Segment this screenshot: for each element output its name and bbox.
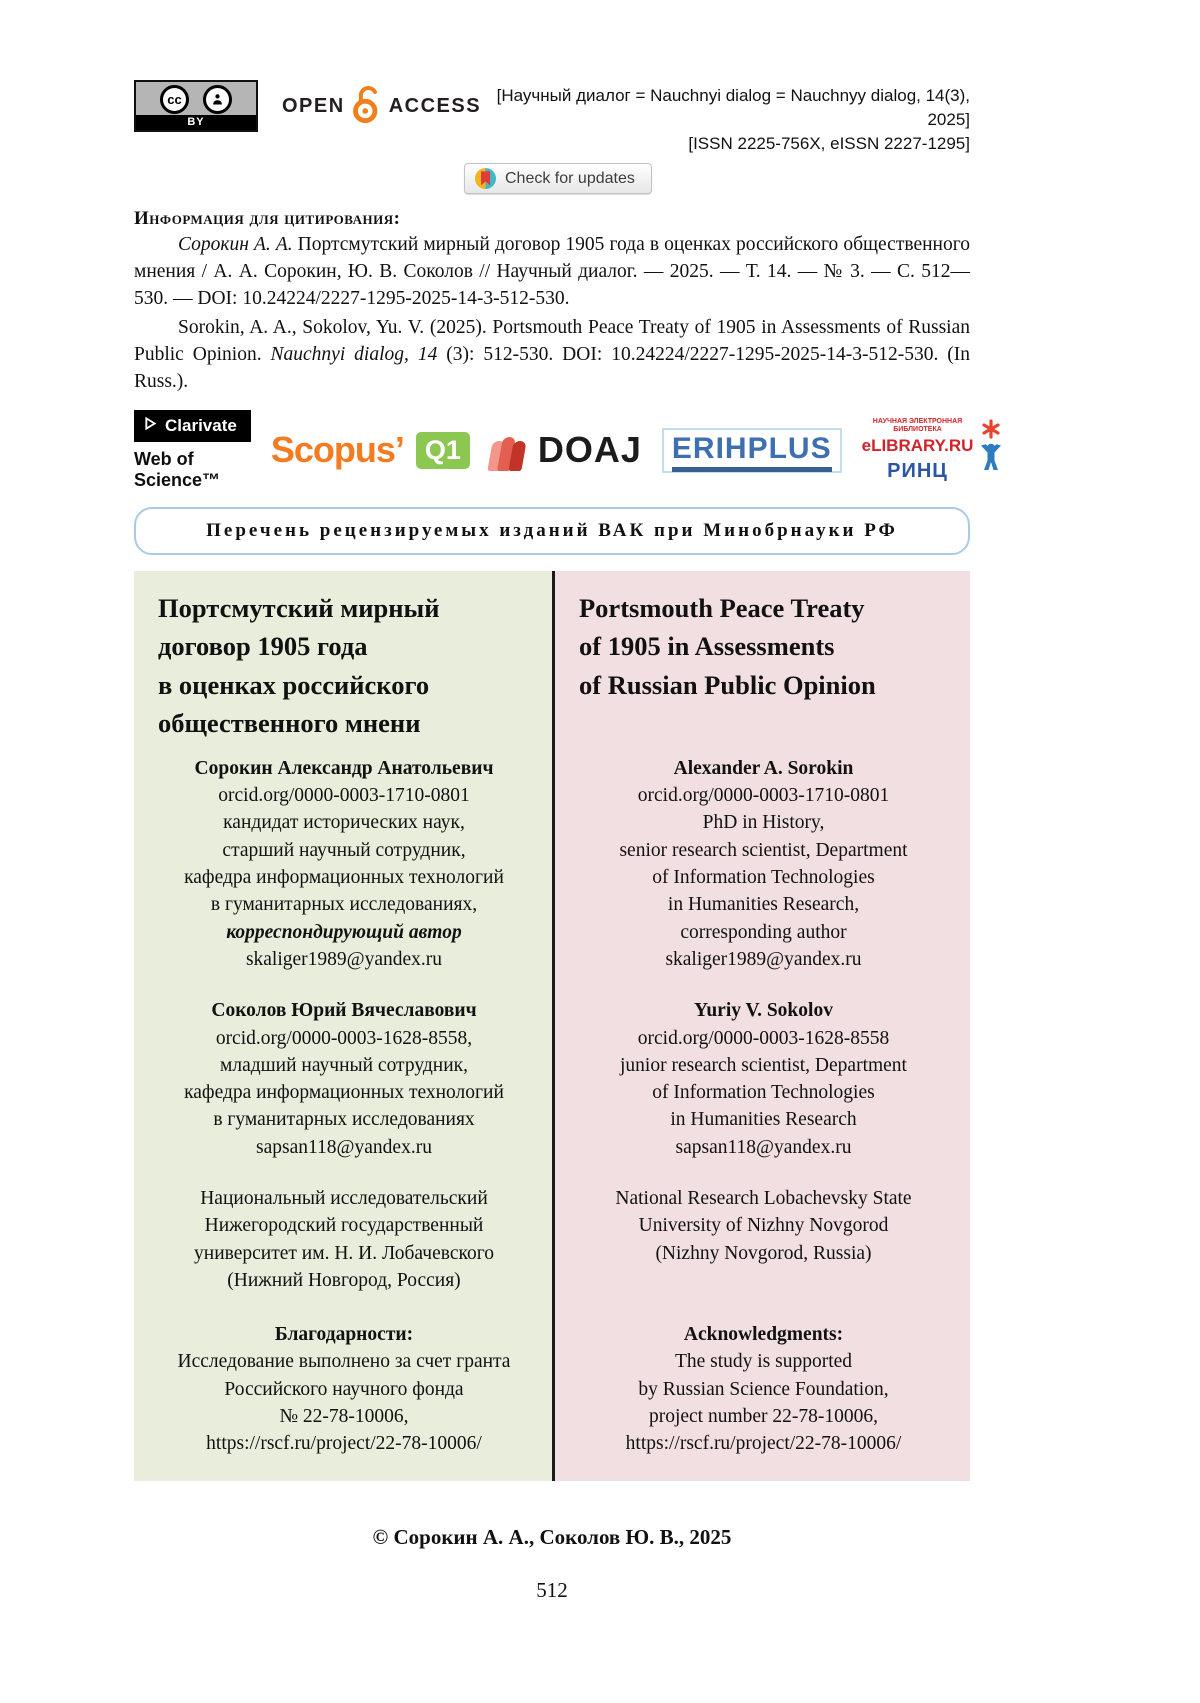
open-access-word-access: ACCESS [388,94,482,117]
copyright-line: © Сорокин А. А., Соколов Ю. В., 2025 [372,1525,732,1550]
elibrary-asterisk-person-icon [979,418,1003,479]
journal-issue-info [481,80,970,155]
author1-block-en [571,755,956,973]
elibrary-wordmark: eLIBRARY.RU [861,436,974,456]
clarivate-label: Clarivate [165,415,237,435]
page-footer [134,1525,970,1603]
author2-block-en [571,997,956,1161]
citation-en-body-1: Sorokin, A. A., Sokolov, Yu. V. (2025). Portsmouth Peace Treaty of 1905 in Assessments of Russian Public Opinion. [134,317,970,366]
author2-details-en: junior research scientist, Department of Information Technologies in Humanities Research [620,1054,907,1131]
crossmark-row [464,163,970,194]
author2-details-ru: младший научный сотрудник, кафедра информационных технологий в гуманитарных исследованиях [184,1054,504,1131]
author1-corresponding-en: corresponding author [680,921,847,943]
scopus-q1-badge: Q1 [416,432,470,469]
erihplus-logo[interactable] [662,428,842,473]
doaj-logo[interactable] [490,429,642,471]
author2-block-ru [150,997,538,1161]
acknowledgments-text-ru: Исследование выполнено за счет гранта Российского научного фонда № 22-78-10006, [177,1351,511,1427]
author1-email-ru[interactable]: skaliger1989@yandex.ru [245,948,443,970]
citation-section [134,208,970,395]
open-access-word-open: OPEN [282,94,345,117]
article-title-english: Portsmouth Peace Treaty of 1905 in Assessments of Russian Public Opinion [579,592,876,700]
clarivate-logo[interactable] [134,410,251,442]
web-of-science-logo[interactable]: Web of Science™ [134,448,221,490]
author1-name-en: Alexander A. Sorokin [673,757,854,779]
author1-block-ru [150,755,538,973]
affiliation-ru: Национальный исследовательский Нижегородский государственный университет им. Н. И. Лобачевского (Нижний Новгород, Россия) [194,1187,494,1291]
citation-en-journal: Nauchnyi dialog, 14 [270,344,438,366]
journal-first-page [134,0,974,1603]
acknowledgments-heading-en: Acknowledgments: [683,1323,844,1345]
acknowledgments-ru [150,1321,538,1457]
title-author-columns [134,571,970,1482]
elibrary-rinc-logo[interactable] [862,418,1004,484]
article-title-russian: Портсмутский мирный договор 1905 года в оценках российского общественного мнени [158,592,440,739]
author1-email-en[interactable]: skaliger1989@yandex.ru [665,948,862,970]
acknowledgments-text-en: The study is supported by Russian Science Foundation, project number 22-78-10006, [638,1351,889,1427]
check-for-updates-label: Check for updates [505,169,635,187]
vak-notice-text: Перечень рецензируемых изданий ВАК при Минобрнауки РФ [206,519,898,541]
author2-orcid-ru[interactable]: orcid.org/0000-0003-1628-8558, [215,1027,473,1049]
citation-english [134,315,970,396]
author2-email-ru[interactable]: sapsan118@yandex.ru [256,1136,432,1158]
cc-by-license-badge[interactable] [134,80,258,132]
author1-corresponding-ru: корреспондирующий автор [226,921,462,943]
affiliation-en: National Research Lobachevsky State University of Nizhny Novgorod (Nizhny Novgorod, Russia) [615,1187,912,1264]
page-number: 512 [536,1578,568,1603]
citation-ru-body: Портсмутский мирный договор 1905 года в оценках российского общественного мнения / А. А. Сорокин, Ю. В. Соколов // Научный диалог. — 2025. — Т. 14. — № 3. — С. 512—530. — DOI: 10.24224/2227-1295-2025-14-3-512-530. [134,234,970,310]
open-lock-icon [352,81,382,131]
journal-issn-line: [ISSN 2225-756X, eISSN 2227-1295] [688,133,970,153]
citation-russian [134,232,970,313]
cc-person-icon [203,85,232,114]
check-for-updates-button[interactable] [464,163,652,194]
acknowledgments-en [571,1321,956,1457]
web-of-science-stack [134,410,251,491]
doaj-icon [490,435,530,471]
vak-notice-box [134,507,970,555]
author2-orcid-en[interactable]: orcid.org/0000-0003-1628-8558 [637,1027,890,1049]
journal-issue-line: [Научный диалог = Nauchnyi dialog = Nauchnyy dialog, 14(3), 2025] [496,86,970,129]
rinc-wordmark: РИНЦ [887,460,948,483]
cc-icon: cc [160,85,189,114]
citation-en-body-2: (3): 512-530. DOI: 10.24224/2227-1295-2025-14-3-512-530. (In Russ.). [134,344,970,392]
russian-column [134,571,552,1482]
grant-url-ru[interactable]: https://rscf.ru/project/22-78-10006/ [206,1433,482,1455]
author2-email-en[interactable]: sapsan118@yandex.ru [675,1136,852,1158]
english-column [555,571,970,1482]
clarivate-icon [144,416,157,436]
doaj-wordmark: DOAJ [537,429,642,471]
author1-orcid-ru[interactable]: orcid.org/0000-0003-1710-0801 [218,785,470,807]
erihplus-wordmark: ERIHPLUS [672,432,832,472]
acknowledgments-heading-ru: Благодарности: [274,1323,414,1345]
cc-by-label: BY [136,115,256,130]
citation-heading: Информация для цитирования: [134,208,401,230]
author1-orcid-en[interactable]: orcid.org/0000-0003-1710-0801 [637,785,890,807]
license-logos [134,80,481,132]
elibrary-tagline: НАУЧНАЯ ЭЛЕКТРОННАЯ БИБЛИОТЕКА [872,417,963,434]
author2-name-ru: Соколов Юрий Вячеславович [211,1000,477,1022]
citation-ru-authors: Сорокин А. А. [178,234,293,256]
grant-url-en[interactable]: https://rscf.ru/project/22-78-10006/ [625,1433,902,1455]
author1-details-ru: кандидат исторических наук, старший научный сотрудник, кафедра информационных технологий в гуманитарных исследованиях, [184,812,504,916]
page-header [134,80,970,155]
cc-circles [136,82,256,114]
scopus-logo[interactable] [271,429,470,471]
elibrary-text-stack [862,418,974,484]
author2-name-en: Yuriy V. Sokolov [694,1000,833,1022]
indexing-badges-row [134,410,974,491]
author1-name-ru: Сорокин Александр Анатольевич [194,757,494,779]
author1-details-en: PhD in History, senior research scientist, Department of Information Technologies in Humanities Research, [619,812,908,916]
scopus-wordmark: Scopus’ [270,429,404,471]
open-access-logo[interactable] [282,81,481,131]
crossmark-icon [475,168,496,189]
